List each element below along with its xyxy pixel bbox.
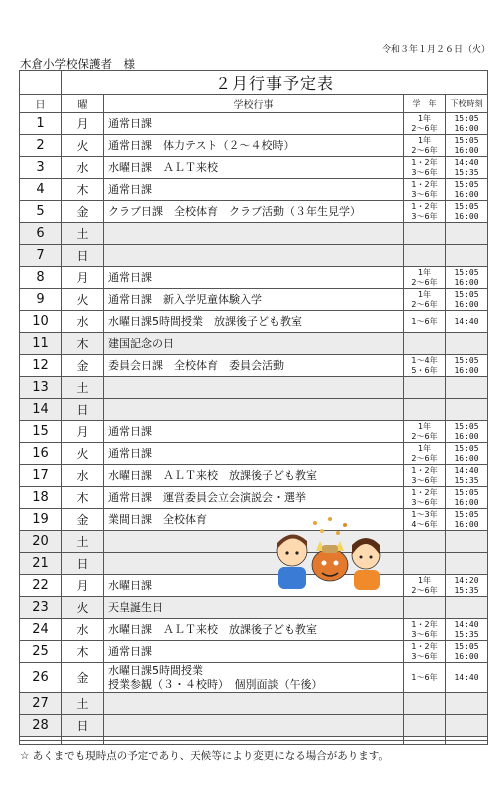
weekday-cell: 月 [62,267,104,289]
dismissal-time-cell: 15:05 16:00 [446,443,488,465]
table-row [20,179,488,201]
event-cell: 通常日課 [104,443,404,465]
weekday-cell: 金 [62,201,104,223]
blank-cell [20,741,62,745]
grade-cell [404,223,446,245]
schedule-rows [20,113,488,745]
weekday-cell: 火 [62,443,104,465]
table-row [20,113,488,135]
event-cell: 水曜日課 ＡＬＴ来校 放課後子ども教室 [104,465,404,487]
event-cell: 天皇誕生日 [104,597,404,619]
girl-icon [352,538,380,590]
weekday-cell: 水 [62,465,104,487]
day-cell: 23 [20,597,62,619]
table-row [20,487,488,509]
day-cell: 22 [20,575,62,597]
table-row [20,693,488,715]
table-row [20,465,488,487]
weekday-cell: 木 [62,487,104,509]
weekday-cell: 木 [62,641,104,663]
day-cell: 17 [20,465,62,487]
dismissal-time-cell [446,597,488,619]
grade-cell: 1〜6年 [404,663,446,693]
event-cell: 通常日課 [104,113,404,135]
dismissal-time-cell: 15:05 16:00 [446,135,488,157]
day-cell: 18 [20,487,62,509]
grade-cell: 1・2年 3〜6年 [404,179,446,201]
blank-cell [404,741,446,745]
weekday-cell: 水 [62,157,104,179]
day-cell: 11 [20,333,62,355]
weekday-cell: 火 [62,597,104,619]
blank-cell [104,741,404,745]
weekday-cell: 月 [62,113,104,135]
event-cell [104,377,404,399]
day-cell: 9 [20,289,62,311]
dismissal-time-cell [446,377,488,399]
weekday-cell: 土 [62,693,104,715]
table-row [20,509,488,531]
dismissal-time-cell: 15:05 16:00 [446,355,488,377]
grade-cell [404,245,446,267]
event-cell: 通常日課 [104,267,404,289]
day-cell: 12 [20,355,62,377]
grade-cell: 1年 2〜6年 [404,113,446,135]
table-row [20,619,488,641]
grade-cell [404,693,446,715]
page-title: ２月行事予定表 [62,71,488,95]
dismissal-time-cell: 15:05 16:00 [446,421,488,443]
table-row [20,715,488,737]
weekday-cell: 火 [62,289,104,311]
table-row [20,663,488,693]
grade-cell: 1年 2〜6年 [404,135,446,157]
table-row [20,421,488,443]
event-cell [104,399,404,421]
event-cell: 水曜日課 ＡＬＴ来校 放課後子ども教室 [104,619,404,641]
event-cell [104,245,404,267]
table-row [20,223,488,245]
header-day: 日 [20,95,62,113]
day-cell: 25 [20,641,62,663]
day-cell: 26 [20,663,62,693]
table-row [20,531,488,553]
table-row [20,641,488,663]
dismissal-time-cell: 15:05 16:00 [446,113,488,135]
dismissal-time-cell: 15:05 16:00 [446,641,488,663]
grade-cell: 1年 2〜6年 [404,443,446,465]
event-cell [104,693,404,715]
grade-cell [404,377,446,399]
table-row [20,399,488,421]
day-cell: 21 [20,553,62,575]
dismissal-time-cell [446,223,488,245]
grade-cell: 1・2年 3〜6年 [404,465,446,487]
table-row [20,289,488,311]
dismissal-time-cell: 14:40 [446,663,488,693]
weekday-cell: 金 [62,663,104,693]
grade-cell [404,399,446,421]
day-cell: 4 [20,179,62,201]
day-cell: 13 [20,377,62,399]
grade-cell: 1〜4年 5・6年 [404,355,446,377]
event-cell: 通常日課 新入学児童体験入学 [104,289,404,311]
weekday-cell: 日 [62,715,104,737]
dismissal-time-cell: 15:05 16:00 [446,509,488,531]
grade-cell [404,553,446,575]
grade-cell: 1年 2〜6年 [404,289,446,311]
weekday-cell: 土 [62,531,104,553]
table-row [20,443,488,465]
event-cell: 通常日課 運営委員会立会演説会・選挙 [104,487,404,509]
header-event: 学校行事 [104,95,404,113]
dismissal-time-cell [446,693,488,715]
day-cell: 3 [20,157,62,179]
grade-cell [404,715,446,737]
day-cell: 8 [20,267,62,289]
weekday-cell: 金 [62,509,104,531]
day-cell: 5 [20,201,62,223]
day-cell: 28 [20,715,62,737]
grade-cell: 1・2年 3〜6年 [404,201,446,223]
day-cell: 1 [20,113,62,135]
dismissal-time-cell [446,245,488,267]
table-row [20,553,488,575]
header-grade: 学 年 [404,95,446,113]
event-cell: 通常日課 [104,641,404,663]
dismissal-time-cell: 15:05 16:00 [446,179,488,201]
day-cell: 2 [20,135,62,157]
event-cell: 水曜日課 [104,575,404,597]
dismissal-time-cell [446,531,488,553]
weekday-cell: 水 [62,311,104,333]
dismissal-time-cell: 14:40 15:35 [446,619,488,641]
blank-row [20,741,488,745]
weekday-cell: 火 [62,135,104,157]
table-row [20,355,488,377]
grade-cell: 1・2年 3〜6年 [404,487,446,509]
grade-cell: 1〜3年 4〜6年 [404,509,446,531]
weekday-cell: 月 [62,575,104,597]
day-cell: 16 [20,443,62,465]
dismissal-time-cell [446,553,488,575]
table-row [20,245,488,267]
schedule-table [19,70,488,745]
event-cell: 通常日課 [104,179,404,201]
grade-cell: 1・2年 3〜6年 [404,157,446,179]
day-cell: 14 [20,399,62,421]
table-row [20,377,488,399]
weekday-cell: 水 [62,619,104,641]
issue-date: 令和３年１月２６日（火） [381,45,490,55]
blank-cell [62,741,104,745]
grade-cell [404,333,446,355]
event-cell: 水曜日課5時間授業 放課後子ども教室 [104,311,404,333]
dismissal-time-cell: 14:40 15:35 [446,465,488,487]
weekday-cell: 木 [62,179,104,201]
grade-cell: 1年 2〜6年 [404,421,446,443]
event-cell [104,223,404,245]
dismissal-time-cell [446,399,488,421]
table-row [20,135,488,157]
dismissal-time-cell: 14:20 15:35 [446,575,488,597]
footer-note: ☆ あくまでも現時点の予定であり、天候等により変更になる場合があります。 [20,750,389,762]
day-cell: 27 [20,693,62,715]
blank-cell [446,741,488,745]
dismissal-time-cell [446,715,488,737]
oni-mask-icon [312,541,348,581]
dismissal-time-cell: 15:05 16:00 [446,267,488,289]
table-row [20,333,488,355]
grade-cell: 1〜6年 [404,311,446,333]
grade-cell [404,531,446,553]
table-row [20,311,488,333]
boy-icon [277,534,307,589]
day-cell: 19 [20,509,62,531]
weekday-cell: 日 [62,245,104,267]
event-cell: 通常日課 [104,421,404,443]
day-cell: 24 [20,619,62,641]
event-cell: 水曜日課 ＡＬＴ来校 [104,157,404,179]
dismissal-time-cell: 14:40 [446,311,488,333]
table-row [20,157,488,179]
event-cell: 通常日課 体力テスト（２〜４校時） [104,135,404,157]
day-cell: 10 [20,311,62,333]
weekday-cell: 木 [62,333,104,355]
children-illustration [270,515,390,595]
table-row [20,201,488,223]
addressee: 木倉小学校保護者 様 [20,57,135,71]
event-cell: クラブ日課 全校体育 クラブ活動（３年生見学） [104,201,404,223]
event-cell [104,715,404,737]
grade-cell: 1年 2〜6年 [404,575,446,597]
table-row [20,267,488,289]
header-dow: 曜 [62,95,104,113]
grade-cell: 1・2年 3〜6年 [404,641,446,663]
dismissal-time-cell: 15:05 16:00 [446,289,488,311]
table-row [20,575,488,597]
grade-cell: 1・2年 3〜6年 [404,619,446,641]
weekday-cell: 土 [62,377,104,399]
table-row [20,597,488,619]
event-cell: 委員会日課 全校体育 委員会活動 [104,355,404,377]
confetti-icon [313,517,347,535]
dismissal-time-cell: 15:05 16:00 [446,487,488,509]
grade-cell [404,597,446,619]
weekday-cell: 日 [62,553,104,575]
column-spacer-left [20,71,62,95]
day-cell: 6 [20,223,62,245]
grade-cell: 1年 2〜6年 [404,267,446,289]
day-cell: 15 [20,421,62,443]
dismissal-time-cell: 15:05 16:00 [446,201,488,223]
weekday-cell: 土 [62,223,104,245]
weekday-cell: 日 [62,399,104,421]
day-cell: 7 [20,245,62,267]
event-cell: 業間日課 全校体育 [104,509,404,531]
day-cell: 20 [20,531,62,553]
weekday-cell: 金 [62,355,104,377]
dismissal-time-cell: 14:40 15:35 [446,157,488,179]
dismissal-time-cell [446,333,488,355]
header-time: 下校時刻 [446,95,488,113]
event-cell: 水曜日課5時間授業 授業参観（３・４校時） 個別面談（午後） [104,663,404,693]
weekday-cell: 月 [62,421,104,443]
event-cell: 建国記念の日 [104,333,404,355]
